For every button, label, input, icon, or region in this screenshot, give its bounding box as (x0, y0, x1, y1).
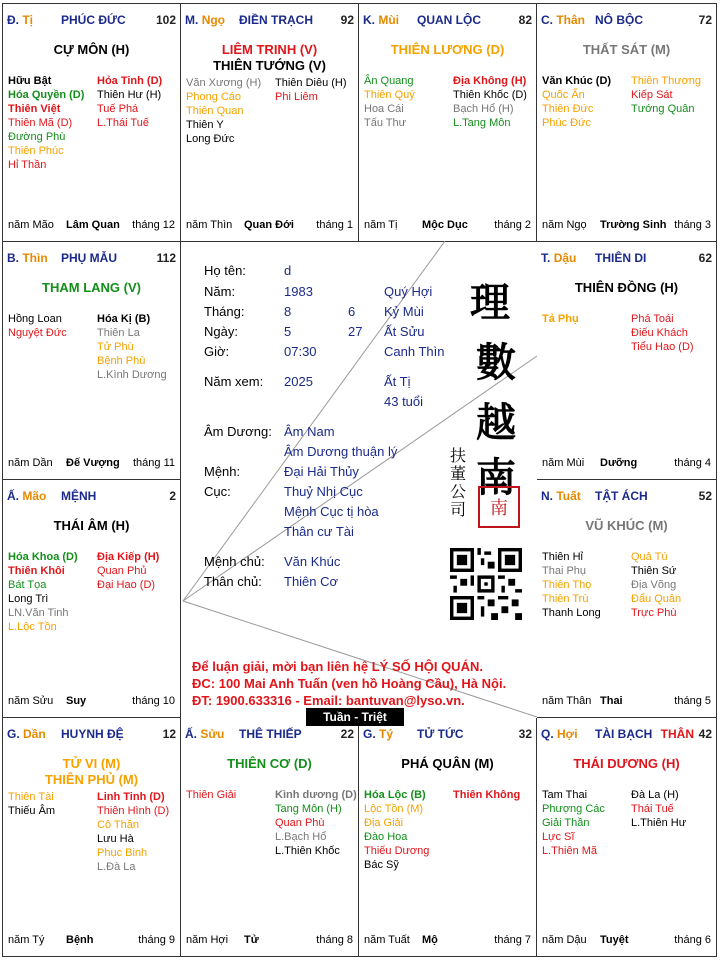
star-list-left (364, 74, 454, 130)
hour-can: Canh Thìn (384, 344, 445, 359)
star-list-left (186, 76, 276, 146)
month-label: Tháng: (204, 304, 245, 319)
palace-stage: Tử (244, 934, 259, 946)
palace-branch: T. Dậu (541, 251, 577, 265)
palace-year: năm Mão (8, 219, 54, 231)
palace-stage: Lâm Quan (66, 219, 120, 231)
palace-year: năm Dậu (542, 934, 587, 946)
star-list-left (542, 550, 632, 620)
palace-footer (186, 934, 353, 948)
palace-header (185, 727, 354, 743)
palace-stage: Tuyệt (600, 934, 629, 946)
palace-month: tháng 2 (494, 219, 531, 231)
star-item: L.Lộc Tồn (8, 621, 57, 633)
star-item: Phúc Đức (542, 117, 591, 129)
star-item: Tang Môn (H) (275, 803, 342, 815)
palace-year: năm Tị (364, 219, 398, 231)
palace-ti[interactable] (3, 4, 181, 242)
palace-month: tháng 3 (674, 219, 711, 231)
star-item: Địa Không (H) (453, 75, 527, 87)
star-item: Quan Phủ (97, 565, 147, 577)
palace-name: TẬT ÁCH (595, 489, 648, 503)
star-list-left (8, 74, 98, 172)
star-item: Hoa Cái (364, 103, 404, 115)
star-list-right (631, 312, 715, 354)
star-list-right (97, 790, 181, 874)
star-item: Hỏa Tinh (D) (97, 75, 163, 87)
main-star: THIÊN TƯỚNG (V) (213, 58, 326, 73)
star-item: Quả Tú (631, 551, 668, 563)
palace-footer (8, 457, 175, 471)
star-item: LN.Văn Tinh (8, 607, 69, 619)
palace-mui[interactable] (359, 4, 537, 242)
palace-stage: Mộc Dục (422, 219, 468, 231)
day-label: Ngày: (204, 324, 238, 339)
star-item: Kiếp Sát (631, 89, 673, 101)
star-item: Lộc Tồn (M) (364, 803, 424, 815)
month-solar: 8 (284, 304, 292, 319)
star-item: Hữu Bật (8, 75, 52, 87)
palace-name: PHỤ MẪU (61, 251, 117, 265)
palace-age-number: 92 (340, 13, 354, 27)
main-star: CỰ MÔN (H) (53, 42, 130, 57)
year-can: Quý Hợi (384, 284, 433, 299)
star-item: L.Thái Tuế (97, 117, 149, 129)
view-year-value: 2025 (284, 374, 313, 389)
star-item: Đẩu Quân (631, 593, 682, 605)
amduong-label: Âm Dương: (204, 424, 272, 439)
palace-name: THÊ THIẾP (239, 727, 302, 741)
palace-year: năm Tý (8, 934, 45, 946)
palace-name: ĐIỀN TRẠCH (239, 13, 313, 27)
star-item: L.Đà La (97, 861, 136, 873)
star-list-right (631, 550, 715, 620)
palace-header (541, 727, 712, 743)
star-list-left (364, 788, 454, 872)
palace-name: TÀI BẠCH (595, 727, 653, 741)
star-item: Thiên Khốc (D) (453, 89, 527, 101)
palace-month: tháng 12 (132, 219, 175, 231)
palace-month: tháng 4 (674, 457, 711, 469)
day-can: Ất Sửu (384, 324, 425, 339)
star-item: Lưu Hà (97, 833, 134, 845)
palace-dan[interactable] (3, 718, 181, 956)
star-item: Đà La (H) (631, 789, 679, 801)
palace-stage: Dưỡng (600, 457, 638, 469)
star-item: Thiên Tài (8, 791, 54, 803)
star-item: Thiếu Dương (364, 845, 430, 857)
palace-footer (364, 219, 531, 233)
star-item: Đường Phù (8, 131, 66, 143)
star-list-right (453, 788, 537, 802)
star-list-right (275, 76, 359, 104)
palace-month: tháng 11 (132, 457, 175, 469)
palace-hoi[interactable] (537, 718, 716, 956)
star-item: Thiên Thọ (542, 579, 592, 591)
palace-mao[interactable] (3, 480, 181, 718)
seal-char-3: 越 (476, 399, 516, 446)
main-star: TỬ VI (M) (62, 756, 121, 771)
star-list-left (8, 790, 98, 818)
tuan-triet-label: Tuần - Triệt (306, 708, 404, 726)
than-marker: THÂN (660, 727, 694, 741)
contact-line-3: ĐT: 1900.633316 - Email: bantuvan@lyso.vn. (192, 693, 465, 708)
star-list-left (542, 788, 632, 858)
star-item: Điếu Khách (631, 327, 688, 339)
star-item: Giải Thần (542, 817, 590, 829)
star-list-right (97, 312, 181, 382)
star-list-left (542, 312, 632, 326)
palace-month: tháng 10 (132, 695, 175, 707)
star-item: L.Bạch Hổ (275, 831, 327, 843)
palace-branch: G. Dần (7, 727, 46, 741)
palace-stage: Đế Vượng (66, 457, 120, 469)
palace-year: năm Tuất (364, 934, 410, 946)
palace-age-number: 62 (698, 251, 712, 265)
star-item: Thiên Phúc (8, 145, 64, 157)
star-item: L.Tang Môn (453, 117, 511, 129)
palace-stage: Suy (66, 695, 87, 707)
palace-name: TỬ TỨC (417, 727, 464, 741)
palace-branch: K. Mùi (363, 13, 400, 27)
star-item: Văn Khúc (D) (542, 75, 612, 87)
age-value: 43 tuổi (384, 394, 424, 409)
cuc-relation: Mệnh Cục tị hòa (284, 504, 379, 519)
star-item: Tướng Quân (631, 103, 695, 115)
star-item: Thái Tuế (631, 803, 674, 815)
palace-age-number: 12 (162, 727, 176, 741)
day-lunar: 27 (348, 324, 363, 339)
palace-stage: Bệnh (66, 934, 94, 946)
palace-month: tháng 8 (316, 934, 353, 946)
hour-label: Giờ: (204, 344, 230, 359)
palace-footer (8, 934, 175, 948)
star-item: Thiên Việt (8, 103, 61, 115)
seal-char-2: 數 (476, 339, 516, 386)
star-item: Lực Sĩ (542, 831, 575, 843)
star-item: Tiểu Hao (D) (631, 341, 694, 353)
palace-footer (8, 219, 175, 233)
star-item: Bát Tọa (8, 579, 47, 591)
star-item: L.Thiên Khốc (275, 845, 340, 857)
palace-thin[interactable] (3, 242, 181, 480)
palace-footer (542, 457, 711, 471)
star-item: Tử Phù (97, 341, 134, 353)
star-list-right (453, 74, 537, 130)
main-star: THÁI DƯƠNG (H) (573, 756, 680, 771)
year-label: Năm: (204, 284, 236, 299)
view-year-label: Năm xem: (204, 374, 264, 389)
star-item: Tuế Phá (97, 103, 139, 115)
main-star: THIÊN PHỦ (M) (44, 772, 139, 787)
star-list-left (8, 550, 98, 634)
palace-header (541, 489, 712, 505)
star-list-left (542, 74, 632, 130)
palace-month: tháng 1 (316, 219, 353, 231)
than-position: Thân cư Tài (284, 524, 354, 539)
main-star: THAM LANG (V) (42, 280, 141, 295)
star-list-left (8, 312, 98, 340)
main-star: THIÊN LƯƠNG (D) (390, 42, 505, 57)
palace-suu[interactable] (181, 718, 359, 956)
palace-year: năm Hợi (186, 934, 229, 946)
star-item: Thiên Không (453, 789, 521, 801)
star-item: Bác Sỹ (364, 859, 399, 871)
name-label: Họ tên: (204, 263, 246, 278)
palace-age-number: 32 (518, 727, 532, 741)
star-item: Thiên Hư (H) (97, 89, 162, 101)
star-item: Tấu Thư (364, 117, 407, 129)
star-item: L.Thiên Mã (542, 845, 598, 857)
palace-footer (542, 934, 711, 948)
star-item: Long Đức (186, 133, 235, 145)
star-item: Thai Phụ (542, 565, 587, 577)
palace-name: THIÊN DI (595, 251, 647, 265)
star-item: Thiên Hình (D) (97, 805, 170, 817)
palace-month: tháng 6 (674, 934, 711, 946)
star-item: Bạch Hổ (H) (453, 103, 514, 115)
palace-ty[interactable] (359, 718, 537, 956)
star-item: Thiên Hỉ (542, 551, 583, 563)
star-item: Bệnh Phù (97, 355, 146, 367)
star-item: Phi Liêm (275, 91, 318, 103)
name-value: d (284, 263, 292, 278)
palace-dau[interactable] (537, 242, 716, 480)
palace-year: năm Mùi (542, 457, 585, 469)
thanchu-label: Thân chủ: (204, 574, 262, 589)
star-item: Quốc Ấn (542, 89, 585, 101)
star-item: Địa Giải (364, 817, 404, 829)
palace-name: PHÚC ĐỨC (61, 13, 126, 27)
star-item: Thiên Trù (542, 593, 589, 605)
month-can: Kỷ Mùi (384, 304, 424, 319)
star-item: Ân Quang (364, 75, 414, 87)
palace-year: năm Thìn (186, 219, 233, 231)
star-item: Hóa Quyền (D) (8, 89, 85, 101)
qr-code-icon[interactable] (450, 548, 522, 620)
hour-value: 07:30 (284, 344, 317, 359)
palace-name: QUAN LỘC (417, 13, 481, 27)
star-item: Thiên Mã (D) (8, 117, 73, 129)
amduong-relation: Âm Dương thuận lý (284, 444, 398, 459)
palace-age-number: 52 (698, 489, 712, 503)
palace-header (7, 13, 176, 29)
star-item: L.Kình Dương (97, 369, 167, 381)
star-item: Thiên Giải (186, 789, 237, 801)
palace-footer (8, 695, 175, 709)
star-item: Thiên Sứ (631, 565, 677, 577)
red-seal-stamp: 南 (478, 486, 520, 528)
star-item: Địa Kiếp (H) (97, 551, 160, 563)
palace-stage: Trường Sinh (600, 219, 667, 231)
palace-name: MỆNH (61, 489, 97, 503)
star-list-right (97, 74, 181, 130)
star-item: Thiếu Âm (8, 805, 56, 817)
star-item: Cô Thần (97, 819, 139, 831)
month-lunar: 6 (348, 304, 356, 319)
palace-age-number: 102 (155, 13, 176, 27)
palace-year: năm Sửu (8, 695, 54, 707)
menhchu-label: Mệnh chủ: (204, 554, 265, 569)
star-item: Thiên Diêu (H) (275, 77, 347, 89)
star-item: Đại Hao (D) (97, 579, 156, 591)
thanchu-value: Thiên Cơ (284, 574, 339, 589)
star-item: Hỉ Thần (8, 159, 47, 171)
palace-branch: B. Thìn (7, 251, 48, 265)
palace-age-number: 2 (169, 489, 176, 503)
star-item: Thiên Đức (542, 103, 594, 115)
star-item: Hóa Lộc (B) (364, 789, 426, 801)
palace-branch: Ấ. Mão (7, 489, 47, 503)
star-item: Hóa Khoa (D) (8, 551, 78, 563)
palace-than[interactable] (537, 4, 716, 242)
star-item: Phục Binh (97, 847, 148, 859)
palace-header (7, 727, 176, 743)
star-item: Thiên Quý (364, 89, 415, 101)
star-item: Phượng Các (542, 803, 605, 815)
seal-small-text: 扶董公司 (450, 446, 467, 519)
palace-month: tháng 5 (674, 695, 711, 707)
palace-branch: N. Tuất (541, 489, 581, 503)
palace-stage: Mộ (422, 934, 438, 946)
star-list-left (186, 788, 276, 802)
palace-year: năm Thân (542, 695, 592, 707)
palace-age-number: 82 (518, 13, 532, 27)
palace-month: tháng 7 (494, 934, 531, 946)
star-list-right (97, 550, 181, 592)
palace-header (185, 13, 354, 29)
palace-age-number: 42 (698, 727, 712, 741)
palace-branch: C. Thân (541, 13, 586, 27)
palace-branch: Đ. Tị (7, 13, 34, 27)
main-star: LIÊM TRINH (V) (221, 42, 318, 57)
palace-name: HUYNH ĐỆ (61, 727, 124, 741)
menhchu-value: Văn Khúc (284, 554, 341, 569)
main-star: THIÊN CƠ (D) (227, 756, 312, 771)
star-item: Thiên Khôi (8, 565, 65, 577)
star-item: Phá Toái (631, 313, 674, 325)
contact-line-2: ĐC: 100 Mai Anh Tuấn (ven hồ Hoàng Cầu), Hà Nội. (192, 676, 507, 691)
star-item: Thiên La (97, 327, 140, 339)
cuc-label: Cục: (204, 484, 231, 499)
star-item: Thiên Y (186, 119, 224, 131)
star-item: Kình dương (D) (275, 789, 357, 801)
palace-month: tháng 9 (138, 934, 175, 946)
seal-char-1: 理 (470, 279, 510, 326)
amduong-value: Âm Nam (284, 424, 335, 439)
palace-footer (542, 695, 711, 709)
palace-branch: Ấ. Sửu (185, 727, 225, 741)
star-list-right (631, 74, 715, 116)
palace-tuat[interactable] (537, 480, 716, 718)
main-star: THÁI ÂM (H) (53, 518, 130, 533)
star-item: Hóa Kị (B) (97, 313, 151, 325)
star-item: Nguyệt Đức (8, 327, 67, 339)
palace-header (541, 251, 712, 267)
main-star: VŨ KHÚC (M) (585, 518, 668, 533)
palace-age-number: 22 (340, 727, 354, 741)
star-item: Thanh Long (542, 607, 601, 619)
main-star: THIÊN ĐỒNG (H) (574, 280, 679, 295)
center-info (180, 241, 537, 724)
star-item: L.Thiên Hư (631, 817, 687, 829)
star-item: Đào Hoa (364, 831, 408, 843)
palace-branch: M. Ngọ (185, 13, 226, 27)
year-value: 1983 (284, 284, 313, 299)
palace-age-number: 112 (156, 251, 176, 265)
palace-year: năm Ngọ (542, 219, 587, 231)
contact-line-1: Để luận giải, mời bạn liên hệ LÝ SỐ HỘI QUÁN. (192, 659, 483, 674)
palace-ngo[interactable] (181, 4, 359, 242)
cuc-value: Thuỷ Nhị Cục (284, 484, 363, 499)
palace-branch: G. Tý (363, 727, 394, 741)
main-star: THẤT SÁT (M) (582, 42, 671, 57)
palace-year: năm Dần (8, 457, 53, 469)
day-solar: 5 (284, 324, 292, 339)
palace-header (363, 727, 532, 743)
star-item: Hồng Loan (8, 313, 62, 325)
palace-header (7, 489, 176, 505)
seal-char-4: 南 (476, 454, 516, 501)
star-item: Văn Xương (H) (186, 77, 262, 89)
star-item: Long Trì (8, 593, 49, 605)
palace-header (541, 13, 712, 29)
star-item: Phong Cáo (186, 91, 242, 103)
palace-header (7, 251, 176, 267)
palace-stage: Thai (600, 695, 623, 707)
palace-branch: Q. Hợi (541, 727, 578, 741)
palace-footer (186, 219, 353, 233)
star-item: Tả Phụ (542, 313, 579, 325)
star-item: Thiên Thương (631, 75, 702, 87)
star-list-right (631, 788, 715, 830)
palace-footer (542, 219, 711, 233)
star-item: Thiên Quan (186, 105, 244, 117)
star-item: Tam Thai (542, 789, 588, 801)
palace-name: NÔ BỘC (595, 13, 643, 27)
menh-label: Mệnh: (204, 464, 241, 479)
palace-footer (364, 934, 531, 948)
star-item: Linh Tinh (D) (97, 791, 165, 803)
main-star: PHÁ QUÂN (M) (401, 756, 494, 771)
palace-stage: Quan Đới (244, 219, 294, 231)
menh-value: Đại Hải Thủy (284, 464, 359, 479)
star-item: Địa Võng (631, 579, 677, 591)
palace-age-number: 72 (698, 13, 712, 27)
view-year-can: Ất Tị (384, 374, 411, 389)
palace-header (363, 13, 532, 29)
star-list-right (275, 788, 359, 858)
star-item: Quan Phù (275, 817, 325, 829)
star-item: Trực Phù (631, 607, 677, 619)
